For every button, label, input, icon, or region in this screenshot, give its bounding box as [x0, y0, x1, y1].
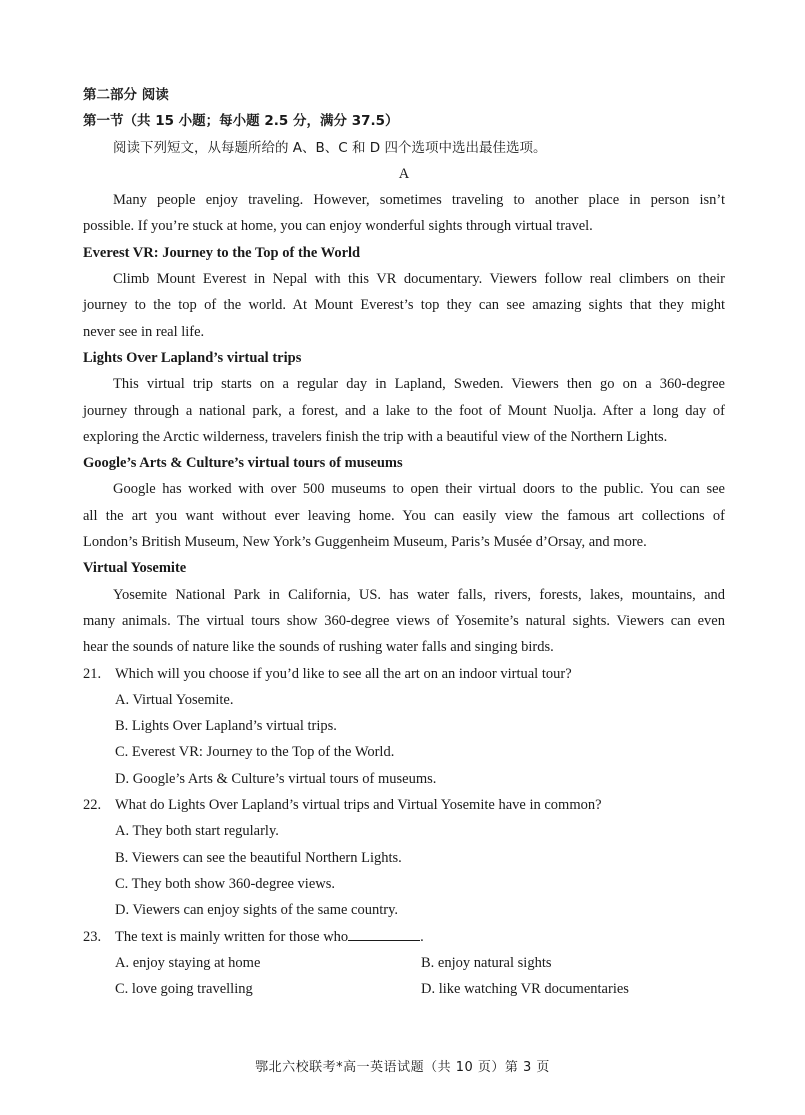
option-a: A. enjoy staying at home	[115, 954, 261, 971]
section-title-everest: Everest VR: Journey to the Top of the World	[83, 244, 361, 261]
section-line: Google has worked with over 500 museums to open their virtual doors to the public. You can see	[113, 481, 725, 498]
option-d: D. Google’s Arts & Culture’s virtual tours of museums.	[115, 770, 437, 787]
question-stem: What do Lights Over Lapland’s virtual trips and Virtual Yosemite have in common?	[115, 797, 602, 814]
question-number: 22.	[83, 797, 102, 814]
section-line: Climb Mount Everest in Nepal with this VR documentary. Viewers follow real climbers on their	[113, 271, 725, 288]
section-line: Yosemite National Park in California, US. has water falls, rivers, forests, lakes, mountains, and	[113, 586, 725, 603]
section-title-lapland: Lights Over Lapland’s virtual trips	[83, 349, 302, 366]
option-c: C. love going travelling	[115, 981, 253, 998]
section-line: never see in real life.	[83, 323, 205, 340]
section-title-google: Google’s Arts & Culture’s virtual tours of museums	[83, 455, 403, 472]
question-stem	[115, 924, 424, 950]
section-heading: 第一节（共 15 小题；每小题 2.5 分，满分 37.5）	[83, 113, 399, 130]
section-line: journey to the top of the world. At Mount Everest’s top they can see amazing sights that they might	[83, 297, 725, 314]
section-line: This virtual trip starts on a regular day in Lapland, Sweden. Viewers then go on a 360-degree	[113, 376, 725, 393]
option-b: B. enjoy natural sights	[421, 954, 552, 971]
option-d: D. like watching VR documentaries	[421, 981, 629, 998]
option-b: B. Viewers can see the beautiful Northern Lights.	[115, 849, 402, 866]
option-row	[83, 950, 725, 976]
question-22	[83, 792, 725, 818]
intro-line: Many people enjoy traveling. However, sometimes traveling to another place in person isn’t	[113, 192, 725, 209]
passage-label: A	[398, 165, 410, 182]
option-a: A. They both start regularly.	[115, 823, 279, 840]
section-line: London’s British Museum, New York’s Guggenheim Museum, Paris’s Musée d’Orsay, and more.	[83, 534, 647, 551]
section-line: all the art you want without ever leaving home. You can easily view the famous art collections of	[83, 507, 725, 524]
option-c: C. Everest VR: Journey to the Top of the World.	[115, 744, 395, 761]
exam-page	[83, 82, 725, 1002]
instruction-text: 阅读下列短文，从每题所给的 A、B、C 和 D 四个选项中选出最佳选项。	[113, 139, 547, 156]
question-number: 23.	[83, 928, 102, 945]
question-23	[83, 924, 725, 950]
page-footer: 鄂北六校联考*高一英语试题（共 10 页）第 3 页	[255, 1060, 550, 1075]
section-title-yosemite: Virtual Yosemite	[83, 560, 187, 577]
section-line: journey through a national park, a forest, and a lake to the foot of Mount Nuolja. After a long day of	[83, 402, 725, 419]
option-c: C. They both show 360-degree views.	[115, 875, 336, 892]
question-number: 21.	[83, 665, 102, 682]
section-line: exploring the Arctic wilderness, travelers finish the trip with a beautiful view of the Northern Lights.	[83, 428, 668, 445]
section-line: many animals. The virtual tours show 360-degree views of Yosemite’s natural sights. Viewers can even	[83, 612, 725, 629]
option-d: D. Viewers can enjoy sights of the same country.	[115, 902, 399, 919]
option-b: B. Lights Over Lapland’s virtual trips.	[115, 718, 337, 735]
question-stem: Which will you choose if you’d like to see all the art on an indoor virtual tour?	[115, 665, 572, 682]
option-a: A. Virtual Yosemite.	[115, 691, 234, 708]
intro-line: possible. If you’re stuck at home, you can enjoy wonderful sights through virtual travel.	[83, 218, 593, 235]
option-row	[83, 976, 725, 1002]
question-21	[83, 661, 725, 687]
part-heading: 第二部分 阅读	[83, 87, 169, 103]
question-stem-text: The text is mainly written for those who	[115, 928, 349, 945]
question-stem-end: .	[420, 928, 424, 945]
answer-blank	[348, 926, 420, 941]
section-line: hear the sounds of nature like the sounds of rushing water falls and singing birds.	[83, 639, 554, 656]
